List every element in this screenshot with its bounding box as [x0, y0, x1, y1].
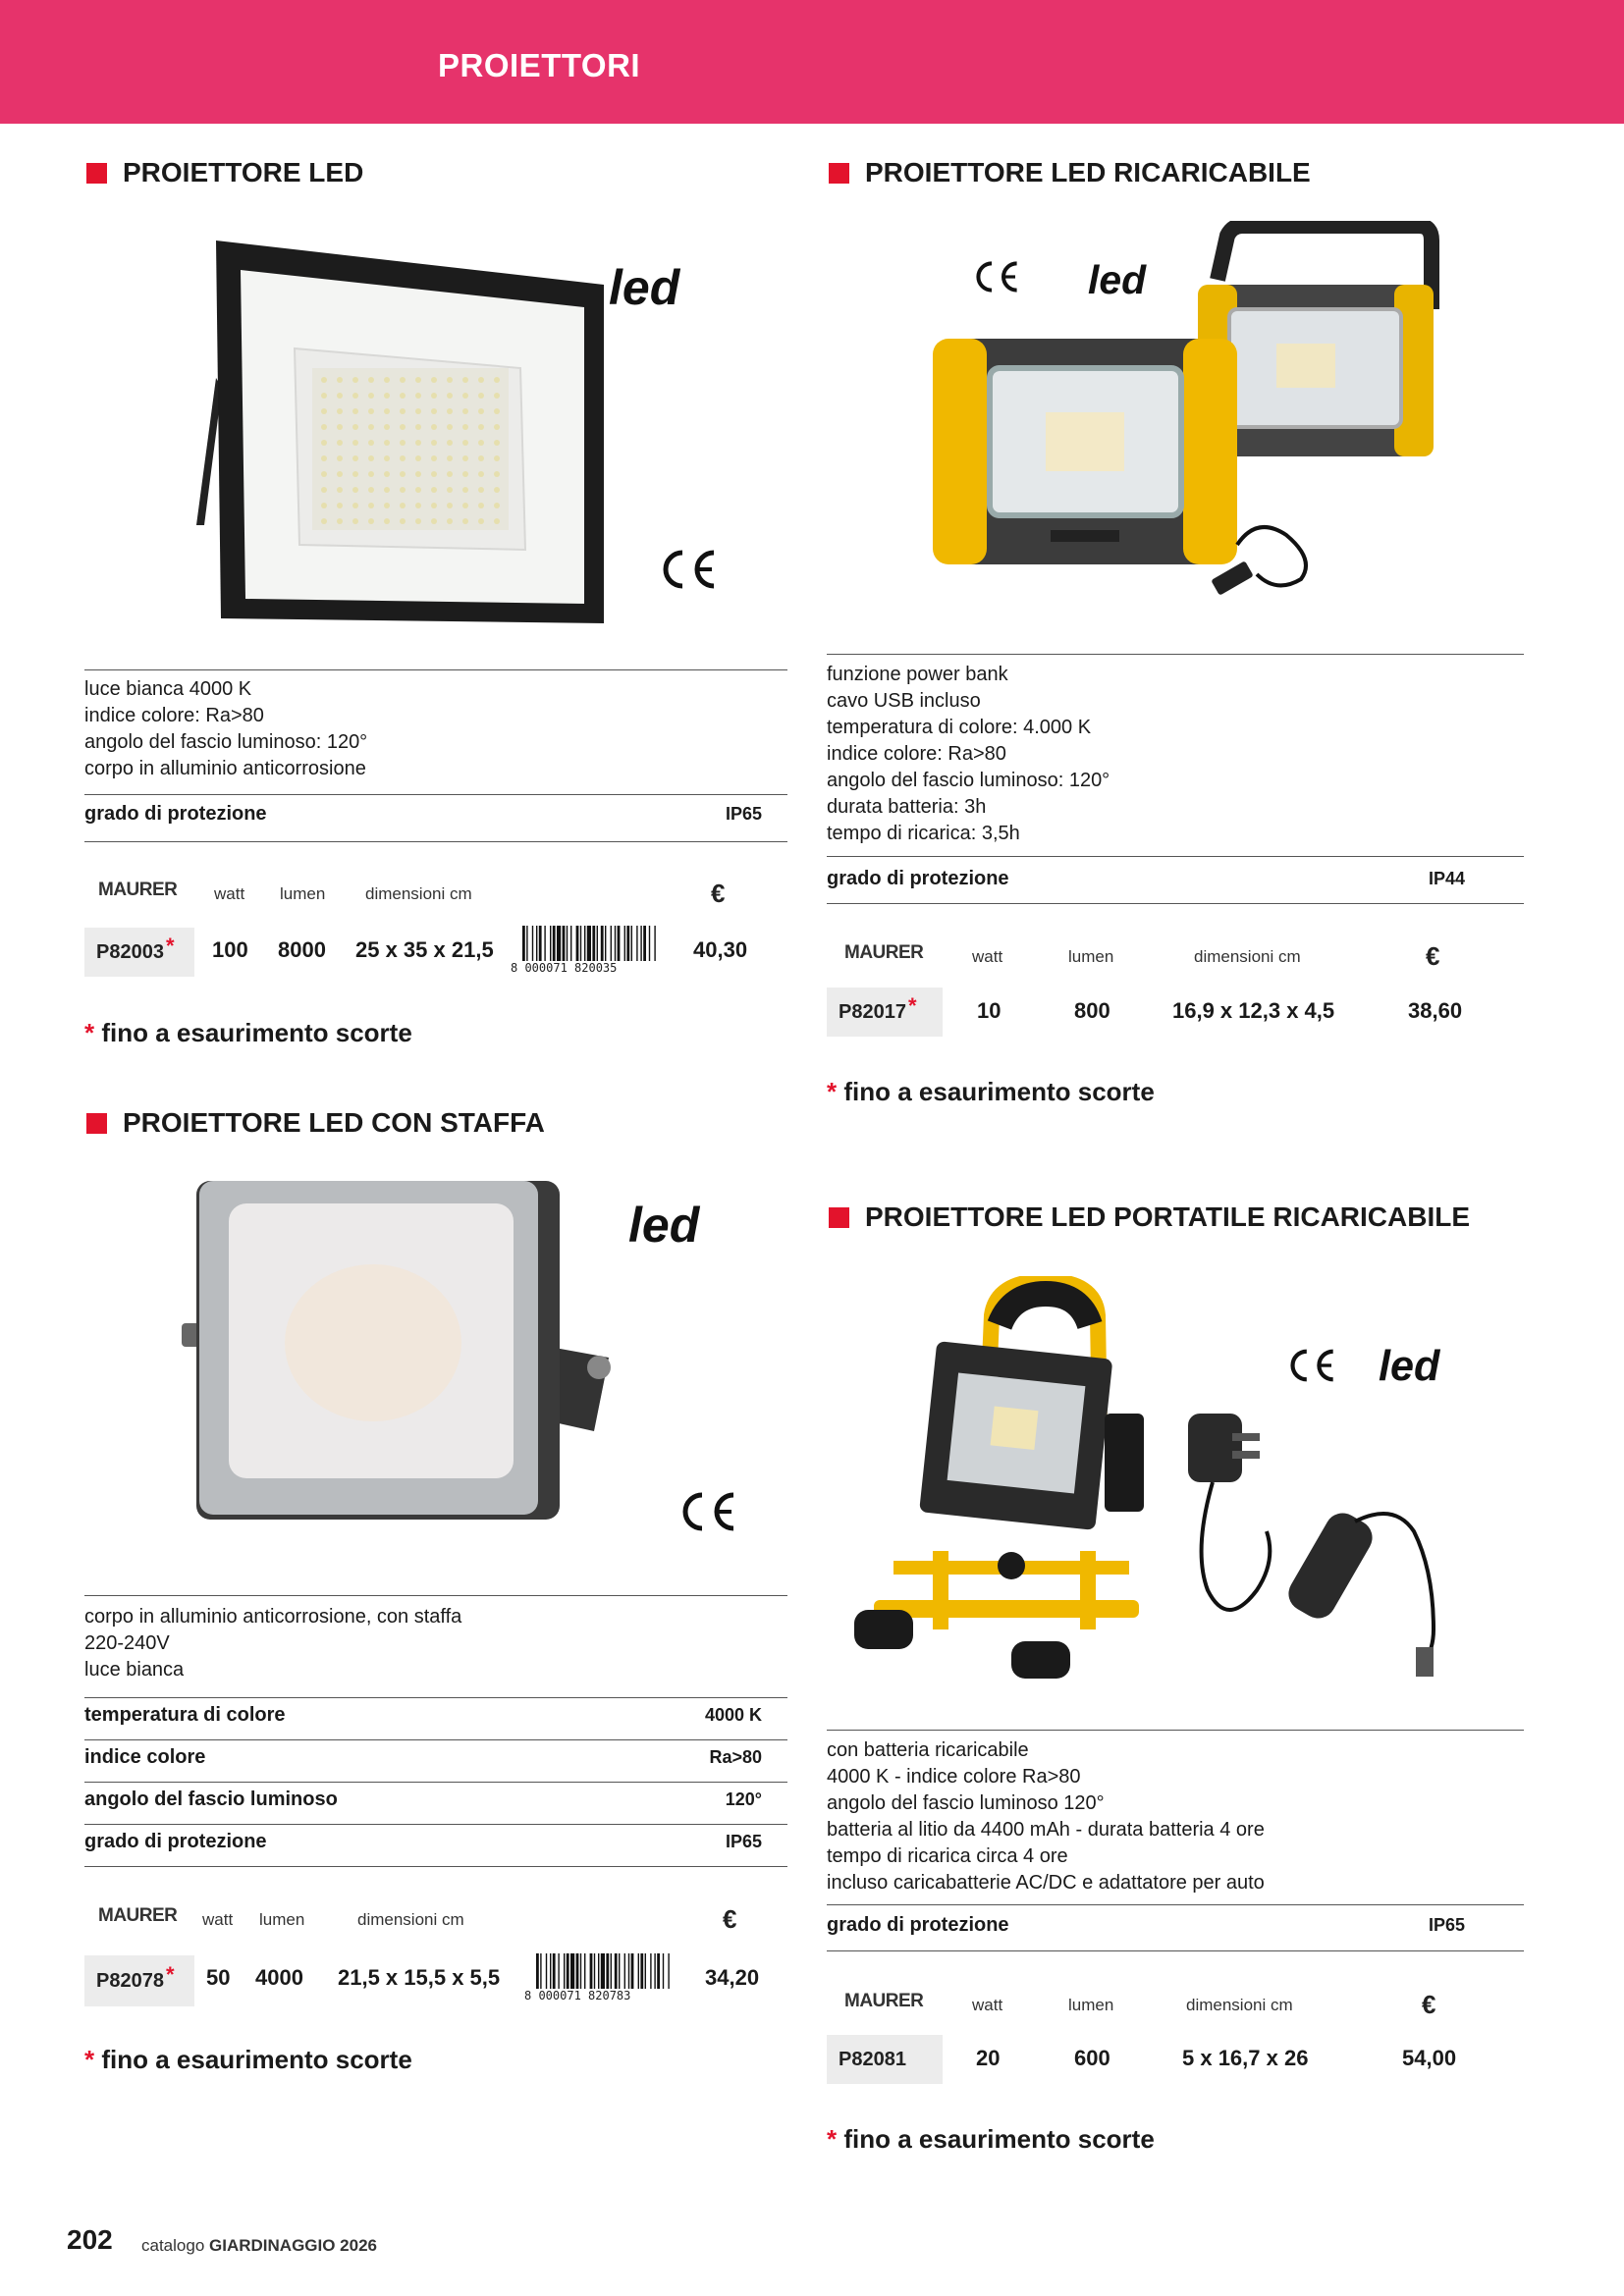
description-line: tempo di ricarica: 3,5h — [827, 823, 1020, 844]
header-band — [0, 0, 1624, 124]
ce-mark-icon — [1281, 1345, 1340, 1386]
product-description — [84, 676, 367, 782]
description-line: con batteria ricaricabile — [827, 1739, 1029, 1761]
section-marker — [86, 163, 107, 184]
spec-label: grado di protezione — [827, 1914, 1009, 1936]
lumen-value: 800 — [1074, 998, 1110, 1023]
spec-value: Ra>80 — [709, 1747, 762, 1767]
spec-row — [827, 1914, 1465, 1937]
divider — [84, 1697, 787, 1698]
description-line: incluso caricabatterie AC/DC e adattatore per auto — [827, 1872, 1265, 1894]
spec-label: grado di protezione — [84, 1831, 267, 1852]
barcode-number: 8 000071 820035 — [511, 961, 618, 975]
page-number: 202 — [67, 2224, 113, 2255]
dimensions-value: 5 x 16,7 x 26 — [1182, 2046, 1309, 2070]
stock-note-text: fino a esaurimento scorte — [101, 2045, 412, 2074]
spec-label: temperatura di colore — [84, 1704, 286, 1726]
column-header-lumen: lumen — [1068, 947, 1114, 966]
column-header-watt: watt — [972, 947, 1003, 966]
description-line: luce bianca 4000 K — [84, 678, 252, 700]
divider — [84, 1595, 787, 1596]
watt-value: 10 — [977, 998, 1001, 1023]
spec-row — [827, 868, 1465, 890]
page-title: PROIETTORI — [438, 47, 641, 83]
column-header-lumen: lumen — [280, 884, 326, 903]
divider — [827, 903, 1524, 904]
section-title-proiettore-staffa — [86, 1107, 545, 1139]
asterisk: * — [165, 934, 175, 958]
brand-logo: MAURER — [844, 1991, 924, 2011]
description-line: temperatura di colore: 4.000 K — [827, 717, 1092, 738]
ce-mark-icon — [653, 545, 722, 594]
stock-note — [84, 1018, 412, 1048]
spec-row — [84, 1831, 762, 1853]
divider — [84, 794, 787, 795]
stock-note — [84, 2045, 412, 2075]
price-value: 40,30 — [693, 937, 748, 962]
svg-text:led: led — [1088, 257, 1147, 301]
led-logo-icon — [1088, 257, 1176, 301]
description-line: 220-240V — [84, 1632, 170, 1654]
description-line: tempo di ricarica circa 4 ore — [827, 1845, 1068, 1867]
led-logo-icon — [609, 260, 717, 314]
product-code — [84, 1955, 194, 2006]
description-line: funzione power bank — [827, 664, 1008, 685]
description-line: indice colore: Ra>80 — [827, 743, 1006, 765]
spec-label: angolo del fascio luminoso — [84, 1789, 338, 1810]
spec-value: IP65 — [1428, 1915, 1465, 1935]
column-header-price: € — [1422, 1990, 1436, 2019]
product-code-text: P82081 — [839, 2048, 906, 2070]
divider — [84, 1782, 787, 1783]
column-header-price: € — [723, 1904, 737, 1934]
brand-logo: MAURER — [844, 942, 924, 963]
description-line: 4000 K - indice colore Ra>80 — [827, 1766, 1081, 1788]
spec-value: IP65 — [725, 804, 762, 824]
spec-value: 120° — [725, 1789, 762, 1809]
svg-text:led: led — [628, 1198, 700, 1252]
section-title-text: PROIETTORE LED CON STAFFA — [123, 1107, 545, 1138]
barcode-icon — [536, 1953, 670, 1989]
asterisk: * — [907, 993, 917, 1018]
price-value: 38,60 — [1408, 998, 1463, 1023]
section-title-text: PROIETTORE LED PORTATILE RICARICABILE — [865, 1201, 1471, 1232]
brand-logo: MAURER — [98, 1905, 178, 1926]
footer-catalog-bold: GIARDINAGGIO 2026 — [209, 2236, 378, 2255]
lumen-value: 8000 — [278, 937, 326, 962]
footer-catalog-text: catalogo — [141, 2236, 205, 2255]
price-value: 54,00 — [1402, 2046, 1457, 2070]
section-marker — [86, 1113, 107, 1134]
svg-text:led: led — [1379, 1343, 1440, 1390]
lumen-value: 4000 — [255, 1965, 303, 1990]
divider — [84, 1824, 787, 1825]
description-line: angolo del fascio luminoso: 120° — [84, 731, 368, 753]
watt-value: 50 — [206, 1965, 231, 1990]
stock-note — [827, 2124, 1155, 2155]
asterisk: * — [165, 1962, 175, 1987]
divider — [84, 1866, 787, 1867]
column-header-dimensions: dimensioni cm — [1186, 1996, 1293, 2014]
svg-text:led: led — [609, 260, 680, 314]
product-code-text: P82078 — [96, 1969, 164, 1992]
watt-value: 100 — [212, 937, 248, 962]
barcode-number: 8 000071 820783 — [524, 1989, 631, 2002]
product-code — [84, 928, 194, 977]
asterisk: * — [827, 2124, 838, 2154]
dimensions-value: 16,9 x 12,3 x 4,5 — [1172, 998, 1335, 1023]
section-marker — [829, 163, 849, 184]
divider — [84, 669, 787, 670]
column-header-watt: watt — [214, 884, 245, 903]
divider — [827, 1904, 1524, 1905]
floodlight-bracket-image — [172, 1176, 653, 1529]
spec-value: 4000 K — [704, 1705, 762, 1725]
divider — [827, 856, 1524, 857]
product-code-text: P82017 — [839, 1000, 906, 1023]
spec-label: grado di protezione — [84, 803, 267, 825]
product-code-text: P82003 — [96, 940, 164, 963]
asterisk: * — [84, 1018, 95, 1047]
spec-row — [84, 1746, 762, 1769]
ce-mark-icon — [966, 257, 1025, 296]
stock-note-text: fino a esaurimento scorte — [101, 1018, 412, 1047]
description-line: angolo del fascio luminoso: 120° — [827, 770, 1110, 791]
description-line: angolo del fascio luminoso 120° — [827, 1792, 1105, 1814]
column-header-watt: watt — [972, 1996, 1003, 2014]
stock-note — [827, 1077, 1155, 1107]
description-line: indice colore: Ra>80 — [84, 705, 264, 726]
description-line: corpo in alluminio anticorrosione, con staffa — [84, 1606, 462, 1628]
product-code — [827, 2035, 943, 2084]
divider — [84, 1739, 787, 1740]
section-title-text: PROIETTORE LED — [123, 157, 364, 187]
description-line: batteria al litio da 4400 mAh - durata batteria 4 ore — [827, 1819, 1265, 1841]
spec-row — [84, 1704, 762, 1727]
divider — [827, 1950, 1524, 1951]
divider — [84, 841, 787, 842]
asterisk: * — [827, 1077, 838, 1106]
spec-value: IP44 — [1428, 869, 1465, 888]
description-line: luce bianca — [84, 1659, 185, 1681]
section-title-proiettore-led — [86, 157, 363, 188]
stock-note-text: fino a esaurimento scorte — [843, 1077, 1155, 1106]
dimensions-value: 25 x 35 x 21,5 — [355, 937, 494, 962]
divider — [827, 1730, 1524, 1731]
spec-row — [84, 1789, 762, 1811]
watt-value: 20 — [976, 2046, 1001, 2070]
product-description — [827, 1737, 1265, 1896]
spec-value: IP65 — [725, 1832, 762, 1851]
column-header-dimensions: dimensioni cm — [1194, 947, 1301, 966]
brand-logo: MAURER — [98, 880, 178, 900]
product-code — [827, 988, 943, 1037]
column-header-price: € — [1426, 941, 1440, 971]
portable-floodlight-image — [844, 1276, 1492, 1688]
ce-mark-icon — [673, 1487, 741, 1536]
section-title-proiettore-ricaricabile — [829, 157, 1311, 188]
stock-note-text: fino a esaurimento scorte — [843, 2124, 1155, 2154]
column-header-lumen: lumen — [1068, 1996, 1114, 2014]
led-logo-icon — [1379, 1341, 1472, 1390]
barcode-icon — [522, 926, 656, 961]
column-header-watt: watt — [202, 1910, 234, 1929]
price-value: 34,20 — [705, 1965, 760, 1990]
description-line: cavo USB incluso — [827, 690, 981, 712]
description-line: corpo in alluminio anticorrosione — [84, 758, 366, 779]
asterisk: * — [84, 2045, 95, 2074]
description-line: durata batteria: 3h — [827, 796, 987, 818]
section-title-text: PROIETTORE LED RICARICABILE — [865, 157, 1311, 187]
product-description — [84, 1604, 461, 1683]
column-header-dimensions: dimensioni cm — [365, 884, 472, 903]
spec-label: grado di protezione — [827, 868, 1009, 889]
column-header-dimensions: dimensioni cm — [357, 1910, 464, 1929]
section-marker — [829, 1207, 849, 1228]
dimensions-value: 21,5 x 15,5 x 5,5 — [338, 1965, 501, 1990]
divider — [827, 654, 1524, 655]
footer-catalog — [141, 2236, 377, 2256]
product-description — [827, 662, 1110, 847]
spec-row — [84, 803, 762, 826]
section-title-proiettore-portatile — [829, 1201, 1470, 1233]
column-header-lumen: lumen — [259, 1910, 305, 1929]
column-header-price: € — [711, 879, 726, 908]
led-logo-icon — [628, 1198, 736, 1252]
spec-label: indice colore — [84, 1746, 206, 1768]
lumen-value: 600 — [1074, 2046, 1110, 2070]
